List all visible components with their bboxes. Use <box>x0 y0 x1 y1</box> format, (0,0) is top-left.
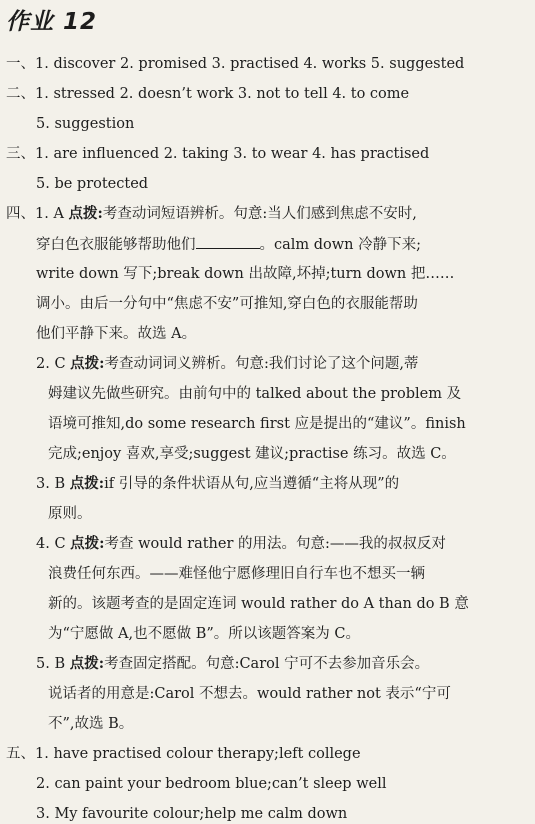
hint-label: 点拨: <box>69 475 105 492</box>
line-text: 5. suggestion <box>36 116 135 132</box>
line-text: 考查固定搭配。句意:Carol 宁可不去参加音乐会。 <box>104 656 430 672</box>
line-text: 他们平静下来。故选 A。 <box>36 326 197 342</box>
answer-line <box>48 444 456 464</box>
item-number: 2. C <box>36 356 71 372</box>
hint-label: 点拨: <box>70 535 105 552</box>
answer-line <box>6 744 361 764</box>
answer-line <box>48 624 360 644</box>
line-text: 穿白色衣服能够帮助他们 <box>36 237 196 253</box>
answer-line <box>48 504 92 524</box>
answer-line <box>48 684 451 704</box>
line-text: 调小。由后一分句中“焦虑不安”可推知,穿白色的衣服能帮助 <box>36 296 418 312</box>
answer-line <box>36 654 429 674</box>
page-title: 作业 12 <box>6 9 98 35</box>
line-text: 考查动词词义辨析。句意:我们讨论了这个问题,蒂 <box>104 356 419 372</box>
line-text: 5. be protected <box>36 176 149 192</box>
answer-line <box>36 294 418 314</box>
answer-line <box>6 204 417 224</box>
line-text: 完成;enjoy 喜欢,享受;suggest 建议;practise 练习。故选 C。 <box>48 446 456 462</box>
answer-line <box>6 144 429 164</box>
line-text: 为“宁愿做 A,也不愿做 B”。所以该题答案为 C。 <box>48 626 360 642</box>
item-number: 四、1. A <box>6 206 69 222</box>
answer-line <box>36 534 446 554</box>
item-number: 3. B <box>36 476 70 492</box>
answer-line <box>6 54 464 74</box>
answer-line <box>36 264 454 284</box>
answer-line <box>36 324 196 344</box>
line-text-after-blank: 。calm down 冷静下来; <box>259 237 422 253</box>
hint-label: 点拨: <box>70 355 105 372</box>
line-text: 姆建议先做些研究。由前句中的 talked about the problem 及 <box>48 386 462 402</box>
line-text: if 引导的条件状语从句,应当遵循“主将从现”的 <box>104 476 400 492</box>
item-number: 4. C <box>36 536 71 552</box>
line-text: 原则。 <box>48 506 92 522</box>
answer-line <box>36 804 347 824</box>
answer-line <box>48 594 469 614</box>
blank-underline <box>196 234 260 249</box>
line-text: 说话者的用意是:Carol 不想去。would rather not 表示“宁可 <box>48 686 451 702</box>
answer-line <box>36 474 399 494</box>
answer-line <box>36 174 148 194</box>
line-text: 新的。该题考查的是固定连词 would rather do A than do B 意 <box>48 596 469 612</box>
line-text: 语境可推知,do some research first 应是提出的“建议”。finish <box>48 416 466 432</box>
hint-label: 点拨: <box>68 205 103 222</box>
answer-line <box>48 714 133 734</box>
line-text: 不”,故选 B。 <box>48 716 134 732</box>
line-text: 2. can paint your bedroom blue;can’t sleep well <box>36 776 387 792</box>
line-text: 3. My favourite colour;help me calm down <box>36 806 348 822</box>
answer-line <box>48 564 425 584</box>
answer-line <box>48 414 466 434</box>
answer-line <box>6 84 409 104</box>
line-text: 浪费任何东西。——难怪他宁愿修理旧自行车也不想买一辆 <box>48 566 425 582</box>
line-text: 一、1. discover 2. promised 3. practised 4. works 5. suggested <box>6 56 465 72</box>
answer-line <box>36 114 134 134</box>
line-text: 考查动词短语辨析。句意:当人们感到焦虑不安时, <box>102 206 417 222</box>
hint-label: 点拨: <box>69 655 105 672</box>
line-text: write down 写下;break down 出故障,坏掉;turn down 把…… <box>36 266 455 282</box>
line-text: 考查 would rather 的用法。句意:——我的叔叔反对 <box>104 536 446 552</box>
answer-line <box>36 354 419 374</box>
answer-line <box>36 774 386 794</box>
answer-line <box>48 384 461 404</box>
item-number: 5. B <box>36 656 70 672</box>
line-text: 二、1. stressed 2. doesn’t work 3. not to tell 4. to come <box>6 86 410 102</box>
line-text: 五、1. have practised colour therapy;left college <box>6 746 361 762</box>
line-text: 三、1. are influenced 2. taking 3. to wear 4. has practised <box>6 146 430 162</box>
answer-line <box>36 234 421 255</box>
